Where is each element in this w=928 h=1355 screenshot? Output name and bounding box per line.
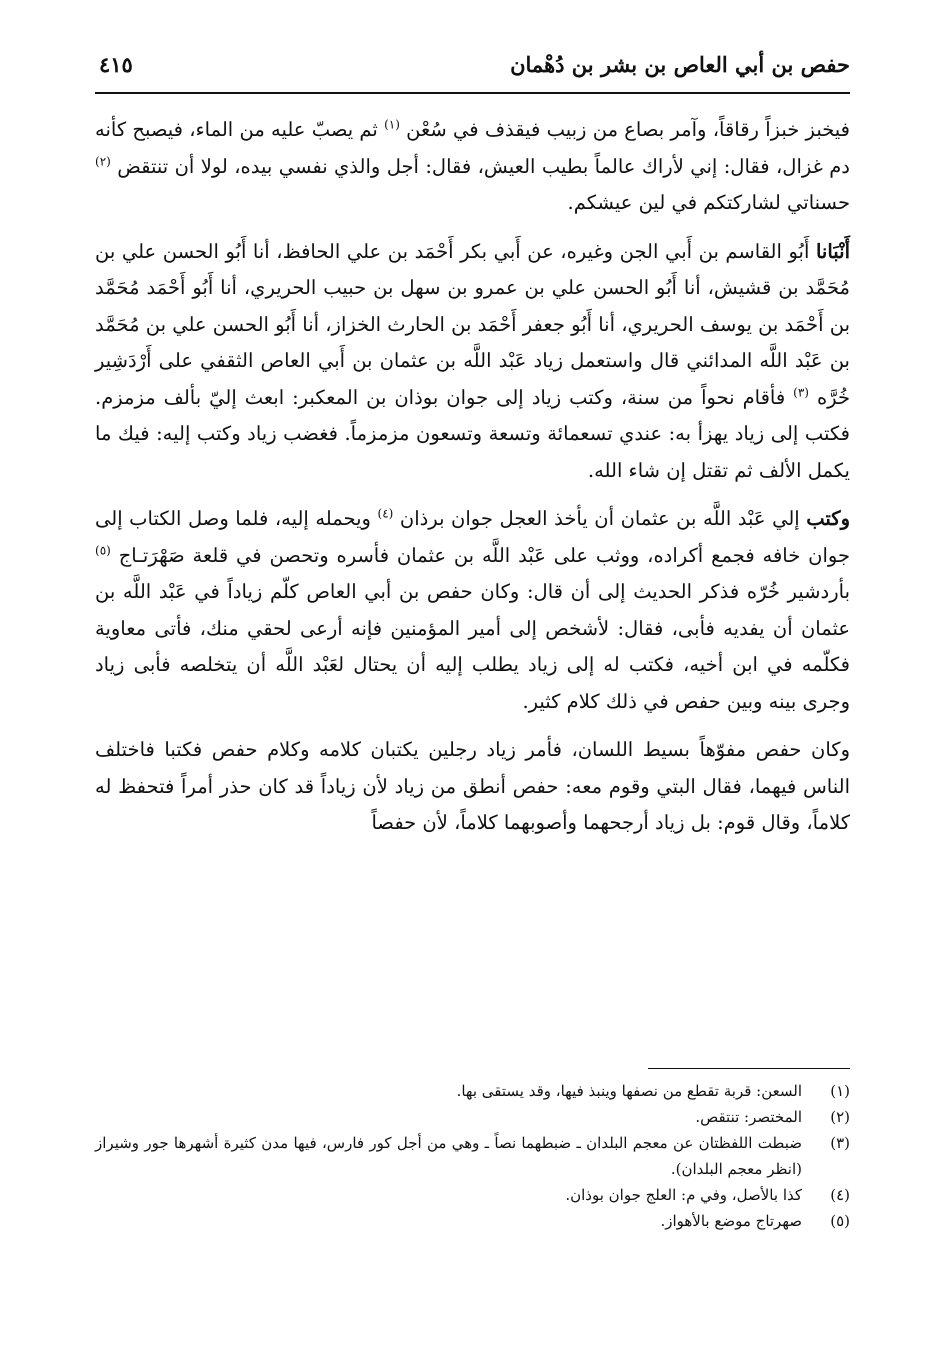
footnote-marker-4: (٤) (377, 506, 394, 521)
text-run: أَبُو القاسم بن أَبي الجن وغيره، عن أَبي بكر أَحْمَد بن علي الحافظ، أنا أَبُو الحسن علي بن مُحَمَّد بن قشيش، أنا أَبُو الحسن علي بن عمرو بن سهل بن حبيب الحريري، أنا أَبُو أَحْمَد مُحَمَّد بن أَحْمَد بن يوسف الحريري، أنا أَبُو جعفر أَحْمَد بن الحارث الخزاز، أنا أَبُو الحسن علي بن مُحَمَّد بن عَبْد اللَّه المدائني قال واستعمل زياد عَبْد اللَّه بن عثمان بن أَبي العاص الثقفي على أَرْدَشِير خُرَّه (95, 239, 850, 409)
paragraph-4 (95, 732, 850, 842)
paragraph-lead-word: أَنْبَانا (815, 239, 850, 263)
footnote-number: (١) (830, 1082, 850, 1100)
text-run: إلي عَبْد اللَّه بن عثمان أن يأخذ العجل جوان برذان (399, 507, 800, 530)
text-run: فأقام نحواً من سنة، وكتب زياد إلى جوان بوذان بن المعكبر: ابعث إليّ بألف مزمزم. فكتب إلى زياد يهزأ به: عندي تسعمائة وتسعة وتسعون مزمزماً. فغضب زياد وكتب إليه: فيك ما يكمل الألف ثم تقتل إن شاء الله. (95, 385, 850, 482)
footnote-marker-5: (٥) (95, 543, 111, 557)
footnotes (95, 1078, 850, 1234)
footnote-divider (648, 1068, 850, 1069)
footnote-marker-3: (٣) (793, 385, 809, 399)
paragraph-1 (95, 112, 850, 222)
footnote-number: (٥) (830, 1212, 850, 1230)
footnote-marker-1: (١) (384, 117, 400, 132)
page-number: ٤١٥ (99, 52, 133, 77)
page-header (95, 46, 850, 94)
text-run: ويحمله إليه، فلما وصل الكتاب إلى جوان خافه فجمع أكراده، ووثب على عَبْد اللَّه بن عثمان فأسره وتحصن في قلعة صَهْرَتـاج (95, 507, 850, 567)
paragraph-3 (95, 501, 850, 720)
footnote-text: السعن: قربة تقطع من نصفها وينبذ فيها، وقد يستقى بها. (456, 1082, 802, 1100)
footnote-3 (95, 1130, 850, 1182)
footnote-number: (٢) (830, 1108, 850, 1126)
footnote-4 (95, 1182, 850, 1208)
text-run: ثم يصبّ عليه من الماء، فيصبح كأنه دم غزال، فقال: إني لأراك عالماً بطيب العيش، فقال: أجل والذي نفسي بيده، لولا أن تنتقض (95, 118, 850, 178)
main-text (95, 112, 850, 854)
footnote-1 (95, 1078, 850, 1104)
text-run: فيخبز خبزاً رقاقاً، وآمر بصاع من زبيب فيقذف في سُعْن (406, 118, 850, 141)
footnote-number: (٣) (830, 1134, 850, 1152)
footnote-2 (95, 1104, 850, 1130)
running-title: حفص بن أبي العاص بن بشر بن دُهْمان (510, 52, 850, 77)
text-run: حسناتي لشاركتكم في لين عيشكم. (567, 191, 850, 214)
footnote-marker-2: (٢) (95, 154, 111, 168)
text-run: وكان حفص مفوّهاً بسيط اللسان، فأمر زياد رجلين يكتبان كلامه وكلام حفص فكتبا فاختلف الناس فيهما، فقال البتي وقوم معه: حفص أنطق من زياد لأن زياداً قد كان حذر أمراً فتحفظ له كلاماً، وقال قوم: بل زياد أرجحهما وأصوبهما كلاماً، لأن حفصاً (95, 738, 850, 834)
footnote-number: (٤) (830, 1186, 850, 1204)
footnote-text: ضبطت اللفظتان عن معجم البلدان ـ ضبطهما نصاً ـ وهي من أجل كور فارس، فيها مدن كثيرة أشهرها جور وشيراز (انظر معجم البلدان). (95, 1134, 802, 1178)
footnote-5 (95, 1208, 850, 1234)
paragraph-2 (95, 234, 850, 490)
paragraph-lead-word: وكتب (806, 507, 850, 530)
footnote-text: صهرتاج موضع بالأهواز. (660, 1212, 802, 1230)
footnote-text: المختصر: تنتقص. (695, 1108, 802, 1126)
footnote-text: كذا بالأصل، وفي م: العلج جوان بوذان. (565, 1186, 802, 1204)
text-run: بأردشير خُرّه فذكر الحديث إلى أن قال: وكان حفص بن أبي العاص كلّم زياداً في عَبْد اللَّه بن عثمان أن يفديه فأبى، فقال: لأشخص إلى أمير المؤمنين فإنه أرعى لحقي منك، فأتى معاوية فكلّمه في ابن أخيه، فكتب له إلى زياد يطلب إليه أن يحتال لعَبْد اللَّه أن يتخلصه فأبى زياد وجرى بينه وبين حفص في ذلك كلام كثير. (95, 580, 850, 713)
